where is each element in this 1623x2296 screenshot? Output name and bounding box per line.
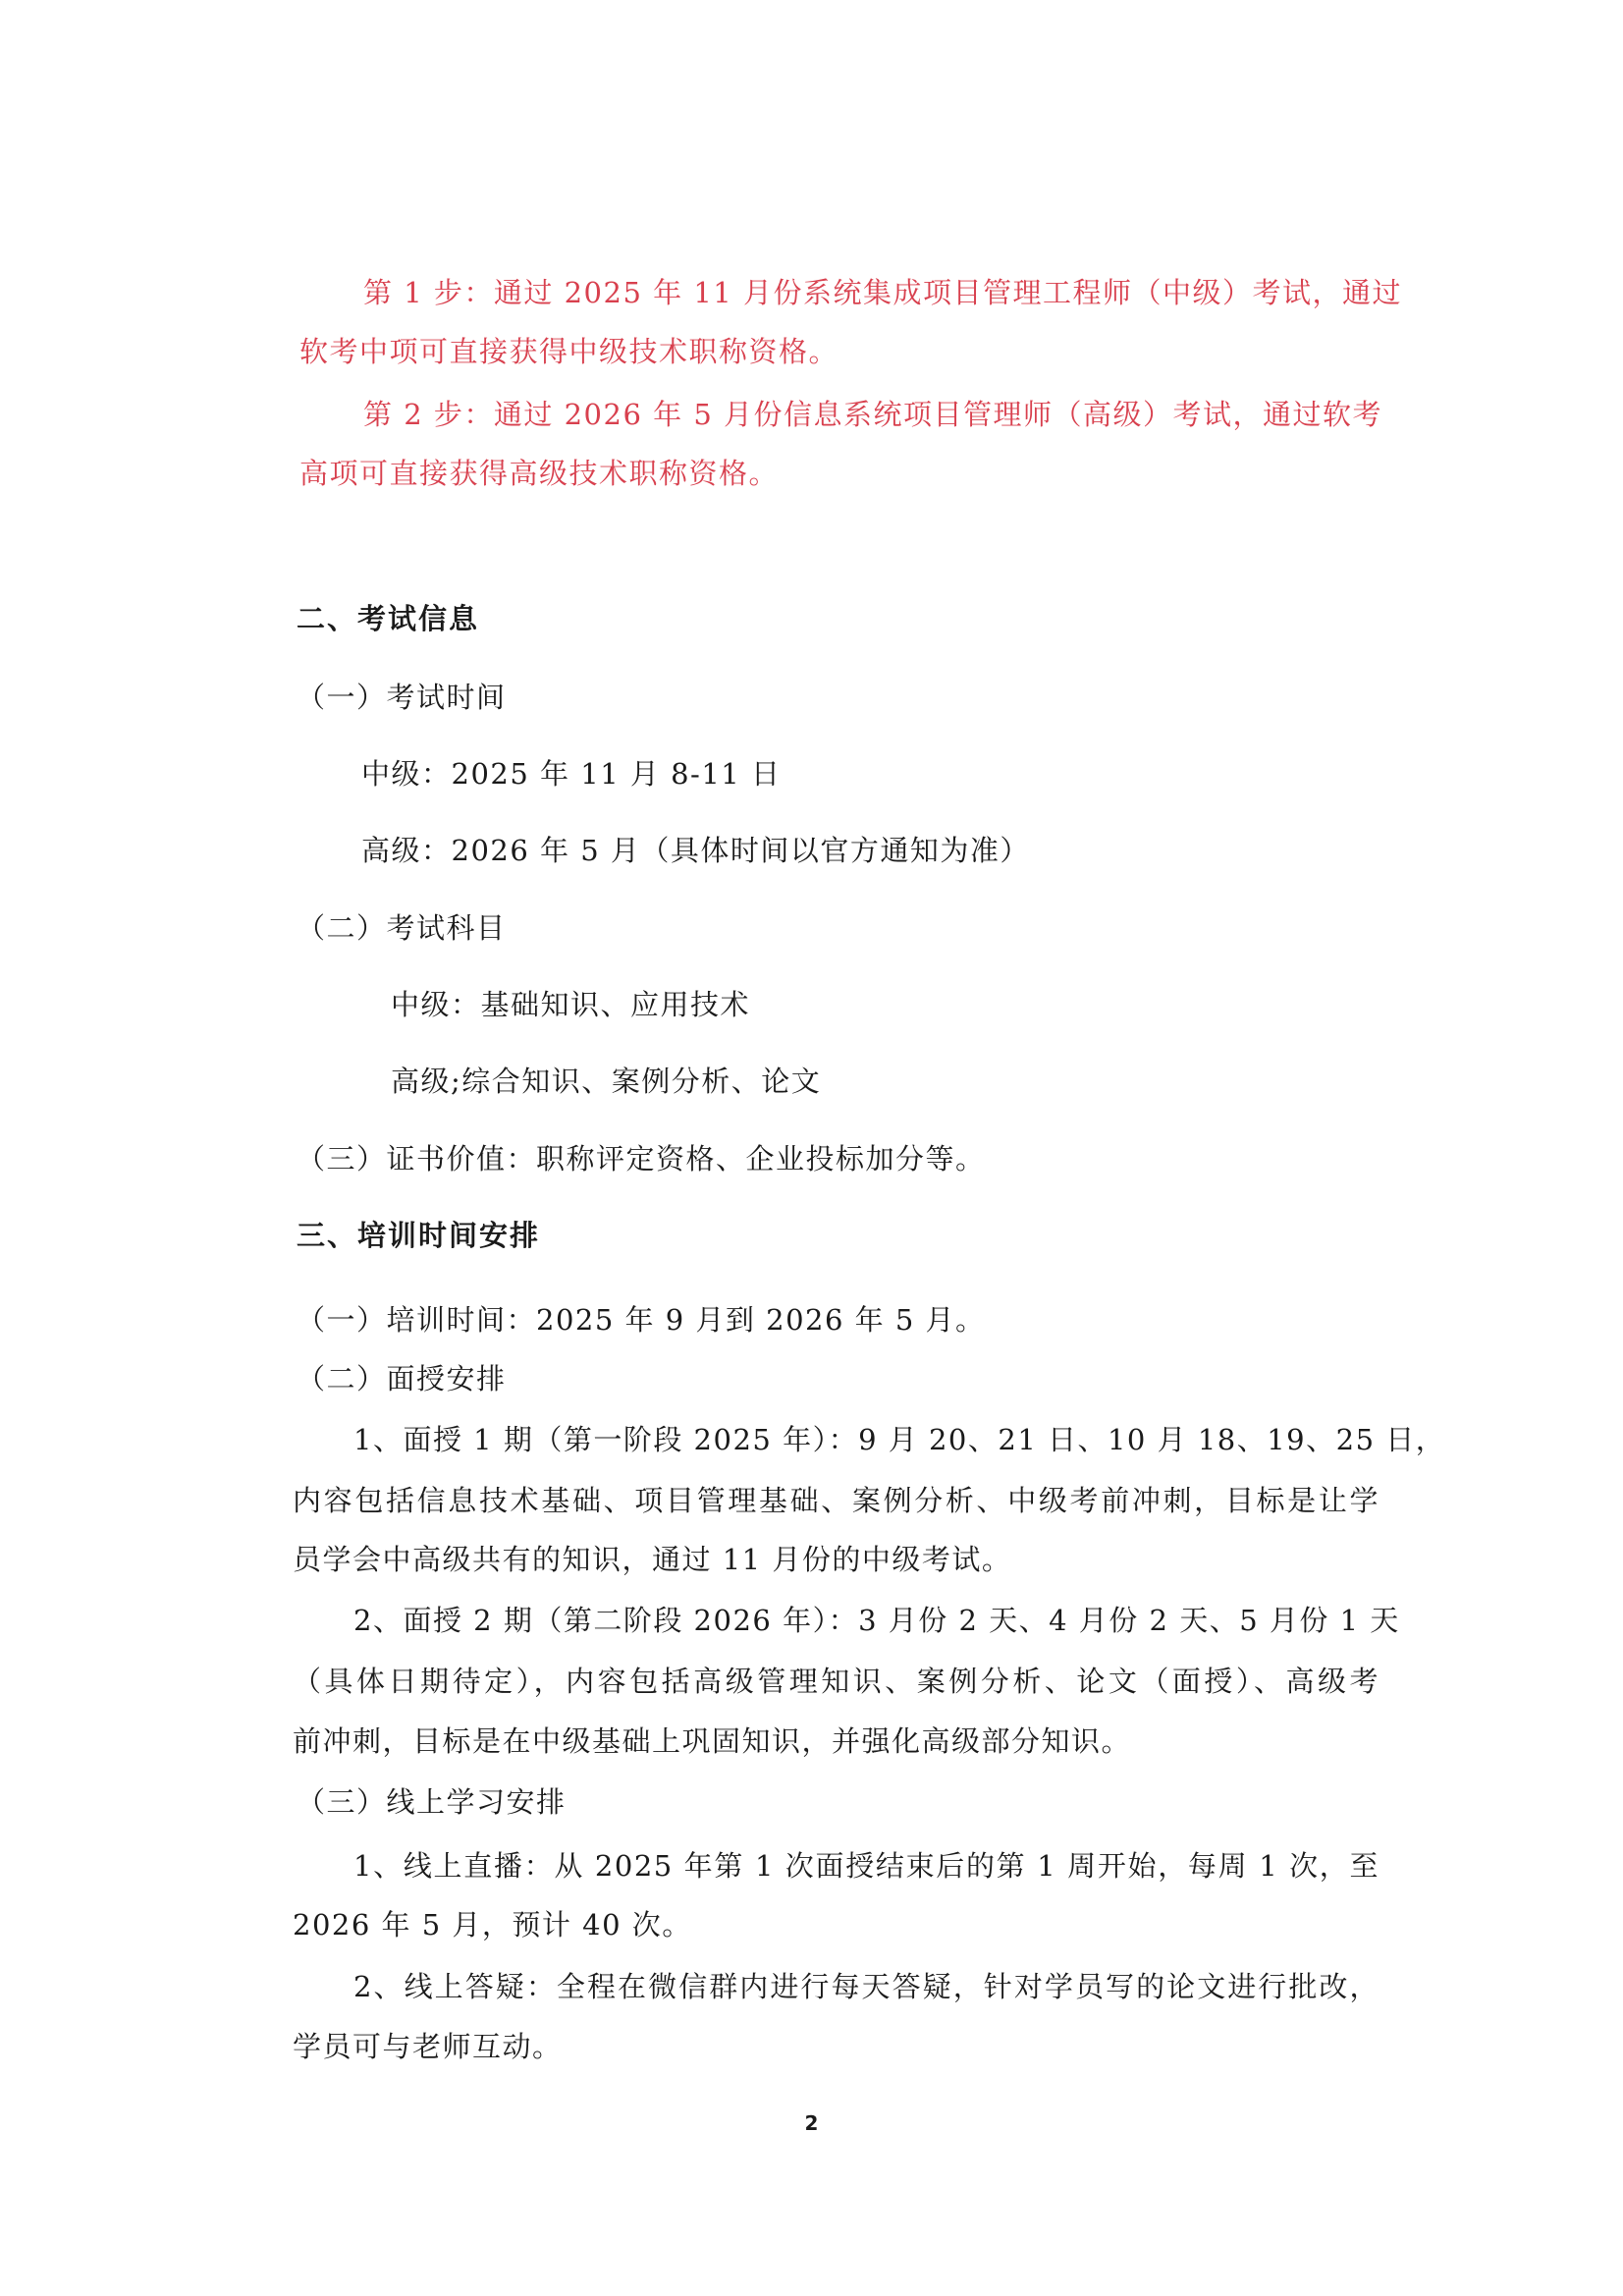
page-number: 2 [804,2111,819,2135]
exam-time-intermediate: 中级：2025 年 11 月 8-11 日 [361,757,782,791]
step1-line1: 第 1 步：通过 2025 年 11 月份系统集成项目管理工程师（中级）考试，通过 [363,276,1402,309]
qa-line2: 学员可与老师互动。 [293,2030,563,2063]
certificate-value: （三）证书价值：职称评定资格、企业投标加分等。 [297,1142,986,1175]
live-line2: 2026 年 5 月，预计 40 次。 [293,1908,692,1941]
live-line1: 1、线上直播：从 2025 年第 1 次面授结束后的第 1 周开始，每周 1 次，至 [353,1849,1380,1883]
section2-title: 二、考试信息 [297,602,480,635]
exam-subjects-advanced: 高级;综合知识、案例分析、论文 [391,1065,822,1098]
section3-title: 三、培训时间安排 [297,1219,541,1252]
session1-line3: 员学会中高级共有的知识，通过 11 月份的中级考试。 [293,1543,1012,1576]
session2-line3: 前冲刺，目标是在中级基础上巩固知识，并强化高级部分知识。 [293,1724,1132,1758]
session2-line1: 2、面授 2 期（第二阶段 2026 年）：3 月份 2 天、4 月份 2 天、5 月份 1 天 [353,1604,1400,1637]
exam-time-title: （一）考试时间 [297,681,507,714]
qa-line1: 2、线上答疑：全程在微信群内进行每天答疑，针对学员写的论文进行批改， [353,1970,1380,2003]
step2-line1: 第 2 步：通过 2026 年 5 月份信息系统项目管理师（高级）考试，通过软考 [363,398,1383,431]
in-person-title: （二）面授安排 [297,1362,507,1395]
exam-subjects-title: （二）考试科目 [297,911,507,945]
step2-line2: 高项可直接获得高级技术职称资格。 [299,457,780,490]
session2-line2: （具体日期待定），内容包括高级管理知识、案例分析、论文（面授）、高级考 [293,1665,1380,1698]
step1-line2: 软考中项可直接获得中级技术职称资格。 [299,335,839,368]
session1-line2: 内容包括信息技术基础、项目管理基础、案例分析、中级考前冲刺，目标是让学 [293,1484,1380,1517]
exam-time-advanced: 高级：2026 年 5 月（具体时间以官方通知为准） [361,834,1030,867]
training-time: （一）培训时间：2025 年 9 月到 2026 年 5 月。 [297,1303,986,1337]
session1-line1: 1、面授 1 期（第一阶段 2025 年）：9 月 20、21 日、10 月 18、19、25 日， [353,1423,1446,1456]
exam-subjects-intermediate: 中级：基础知识、应用技术 [391,988,751,1021]
online-title: （三）线上学习安排 [297,1785,567,1819]
